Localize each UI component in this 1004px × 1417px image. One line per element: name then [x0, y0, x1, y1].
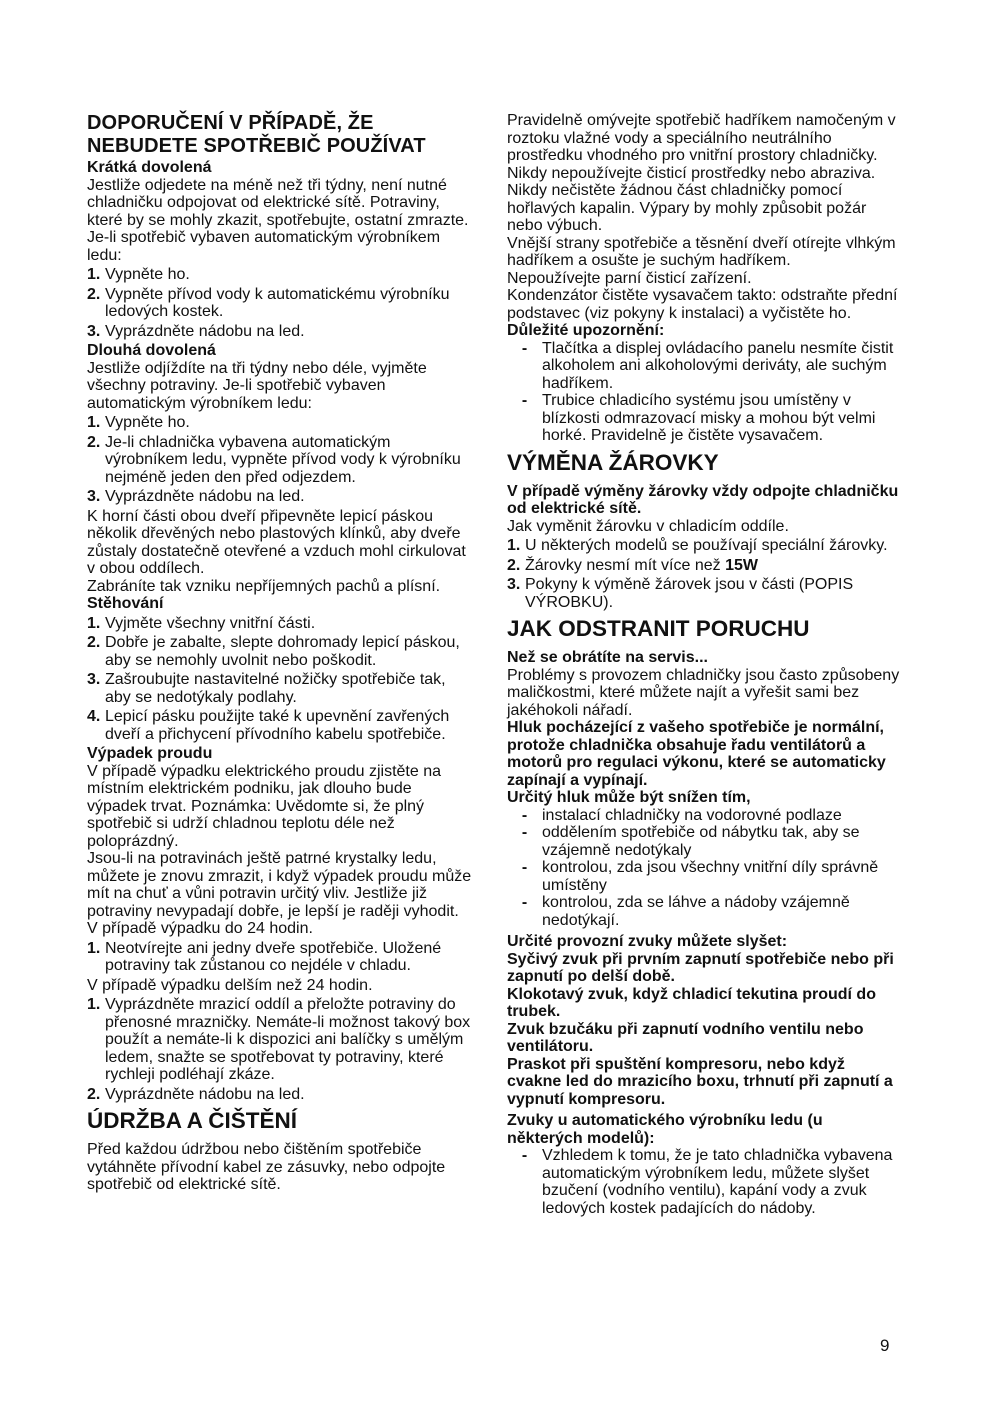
paragraph: Vnější strany spotřebiče a těsnění dveří otírejte vlhkým hadříkem a osušte je suchým hadříkem. [507, 234, 896, 269]
sound-crack: Praskot při spuštění kompresoru, nebo když cvakne led do mrazicího boxu, trhnutí při zapnutí a vypnutí kompresoru. [507, 1055, 893, 1108]
important-notice-list [507, 340, 902, 445]
section-title-not-using: DOPORUČENÍ V PŘÍPADĚ, ŽE NEBUDETE SPOTŘEBIČ POUŽÍVAT [87, 112, 426, 157]
paragraph: K horní části obou dveří připevněte lepicí páskou několik dřevěných nebo plastových klínků, aby dveře zůstaly dostatečně otevřené a vzduch mohl cirkulovat v obou oddílech. [87, 507, 466, 577]
noise-note: Hluk pocházející z vašeho spotřebiče je normální, protože chladnička obsahuje řadu ventilátorů a motorů pro regulaci výkonu, které se automaticky zapínají a vypínají. [507, 719, 886, 789]
paragraph: Je-li spotřebič vybaven automatickým výrobníkem ledu: [87, 229, 441, 264]
paragraph: V případě výpadku delším než 24 hodin. [87, 976, 373, 994]
list-item: 3. Vyprázdněte nádobu na led. [87, 488, 305, 505]
moving-steps [87, 615, 475, 744]
paragraph: Jak vyměnit žárovku v chladicím oddíle. [507, 517, 789, 535]
section-title-bulb: VÝMĚNA ŽÁROVKY [507, 449, 719, 475]
paragraph: Jestliže odjíždíte na tři týdny nebo déle, vyjměte všechny potraviny. Je-li spotřebič vybaven automatickým výrobníkem ledu: [87, 359, 427, 412]
paragraph: Zabráníte tak vzniku nepříjemných pachů a plísní. [87, 577, 441, 595]
list-item: 1. Neotvírejte ani jedny dveře spotřebiče. Uložené potraviny tak zůstanou co nejdéle v chladu. [87, 939, 442, 974]
paragraph: V případě výpadku do 24 hodin. [87, 920, 313, 937]
paragraph: Nepoužívejte parní čisticí zařízení. [507, 269, 752, 287]
icemaker-list [507, 1147, 902, 1217]
list-item: - oddělením spotřebiče od nábytku tak, aby se vzájemně nedotýkaly [521, 824, 860, 859]
list-item: 1. Vyprázdněte mrazicí oddíl a přeložte potraviny do přenosné mrazničky. Nemáte-li možnost takový box použít a nemáte-li k dispozici ani balíčky s umělým ledem, snažte se spotřebovat ty potraviny, které rychleji podléhají zkáze. [87, 996, 471, 1083]
outage-steps-long [87, 996, 475, 1103]
moving-heading: Stěhování [87, 595, 164, 612]
paragraph: V případě výpadku elektrického proudu zjistěte na místním elektrickém podniku, jak dlouho bude výpadek trvat. Poznámka: Uvědomte si, že plný spotřebič si udrží chladnou teplotu déle než poloprázdný. [87, 762, 441, 850]
list-item: 1. U některých modelů se používají speciální žárovky. [507, 537, 888, 554]
list-item: 1. Vyjměte všechny vnitřní části. [87, 614, 316, 632]
bulb-steps [507, 537, 902, 611]
short-vacation-steps [87, 266, 475, 340]
list-item: - kontrolou, zda se láhve a nádoby vzájemně nedotýkají. [521, 894, 850, 929]
list-item: 4. Lepicí pásku použijte také k upevnění zavřených dveří a přichycení přívodního kabelu spotřebiče. [87, 708, 450, 743]
page-number: 9 [880, 1336, 890, 1355]
paragraph: Nikdy nepoužívejte čisticí prostředky nebo abraziva. Nikdy nečistěte žádnou část chladničky pomocí hořlavých kapalin. Výpary by mohly způsobit požár nebo výbuch. [507, 164, 876, 234]
list-item: 2. Je-li chladnička vybavena automatickým výrobníkem ledu, vypněte přívod vody k výrobníku nejméně jeden den před odjezdem. [87, 433, 461, 486]
outage-steps-short [87, 940, 475, 975]
list-item: 2. Vypněte přívod vody k automatickému výrobníku ledových kostek. [87, 285, 450, 320]
paragraph: Před každou údržbou nebo čištěním spotřebiče vytáhněte přívodní kabel ze zásuvky, nebo odpojte spotřebič od elektrické sítě. [87, 1141, 446, 1193]
noise-list [507, 807, 902, 930]
list-item: 2. Dobře je zabalte, slepte dohromady lepicí páskou, aby se nemohly uvolnit nebo poškodit. [87, 634, 460, 669]
short-vacation-heading: Krátká dovolená [87, 159, 212, 176]
list-item: 3. Vyprázdněte nádobu na led. [87, 322, 305, 340]
list-item: - instalací chladničky na vodorovné podlaze [521, 806, 842, 824]
left-column [87, 112, 475, 1194]
list-item: 1. Vypněte ho. [87, 266, 190, 283]
list-item: - kontrolou, zda jsou všechny vnitřní díly správně umístěny [521, 859, 879, 894]
list-item: - Trubice chladicího systému jsou umístěny v blízkosti odmrazovací misky a mohou být velmi horké. Pravidelně je čistěte vysavačem. [521, 392, 876, 444]
list-item: 3. Pokyny k výměně žárovek jsou v části (POPIS VÝROBKU). [507, 576, 854, 611]
paragraph: Pravidelně omývejte spotřebič hadříkem namočeným v roztoku vlažné vody a speciálního neutrálního prostředku vhodného pro vnitřní prostory chladničky. [507, 112, 896, 164]
list-item: - Tlačítka a displej ovládacího panelu nesmíte čistit alkoholem ani alkoholovými deriváty, ale suchým hadříkem. [521, 339, 894, 392]
sounds-heading: Určité provozní zvuky můžete slyšet: [507, 933, 788, 950]
list-item: 3. Zašroubujte nastavitelné nožičky spotřebiče tak, aby se nedotýkaly podlahy. [87, 671, 446, 706]
list-item: 1. Vypněte ho. [87, 414, 190, 431]
paragraph: Jestliže odjedete na méně než tři týdny, není nutné chladničku odpojovat od elektrické sítě. Potraviny, které by se mohly zkazit, spotřebujte, ostatní zmrazte. [87, 176, 469, 229]
sound-buzz: Zvuk bzučáku při zapnutí vodního ventilu nebo ventilátoru. [507, 1020, 864, 1055]
right-column [507, 112, 902, 1217]
list-item: 2. Vyprázdněte nádobu na led. [87, 1085, 305, 1103]
noise-reduce-heading: Určitý hluk může být snížen tím, [507, 789, 751, 806]
long-vacation-heading: Dlouhá dovolená [87, 342, 216, 359]
sound-hiss: Syčivý zvuk při prvním zapnutí spotřebiče nebo při zapnutí po delší době. [507, 950, 894, 985]
icemaker-sounds-heading: Zvuky u automatického výrobníku ledu (u některých modelů): [507, 1112, 823, 1147]
before-service-heading: Než se obrátíte na servis... [507, 649, 708, 666]
section-title-troubleshooting: JAK ODSTRANIT PORUCHU [507, 616, 810, 641]
sound-gurgle: Klokotavý zvuk, když chladicí tekutina proudí do trubek. [507, 985, 876, 1020]
section-title-maintenance: ÚDRŽBA A ČIŠTĚNÍ [87, 1108, 297, 1133]
long-vacation-steps [87, 414, 475, 506]
list-item: - Vzhledem k tomu, že je tato chladnička vybavena automatickým výrobníkem ledu, můžete slyšet bzučení (vodního ventilu), kapání vody a zvuk ledových kostek padajících do nádoby. [521, 1147, 893, 1217]
power-outage-heading: Výpadek proudu [87, 745, 213, 762]
important-notice-heading: Důležité upozornění: [507, 322, 665, 339]
bulb-warning: V případě výměny žárovky vždy odpojte chladničku od elektrické sítě. [507, 482, 899, 517]
list-item: 2. Žárovky nesmí mít více než 15W [507, 556, 758, 574]
paragraph: Jsou-li na potravinách ještě patrné krystalky ledu, můžete je znovu zmrazit, i když výpadek proudu může mít na chuť a vůni potravin určitý vliv. Jestliže již potraviny nevypadají dobře, je lepší je raději vyhodit. [87, 850, 472, 920]
paragraph: Problémy s provozem chladničky jsou často způsobeny maličkostmi, které můžete najít a vyřešit sami bez jakéhokoli nářadí. [507, 666, 900, 719]
paragraph: Kondenzátor čistěte vysavačem takto: odstraňte přední podstavec (viz pokyny k instalaci) a vyčistěte ho. [507, 287, 898, 322]
